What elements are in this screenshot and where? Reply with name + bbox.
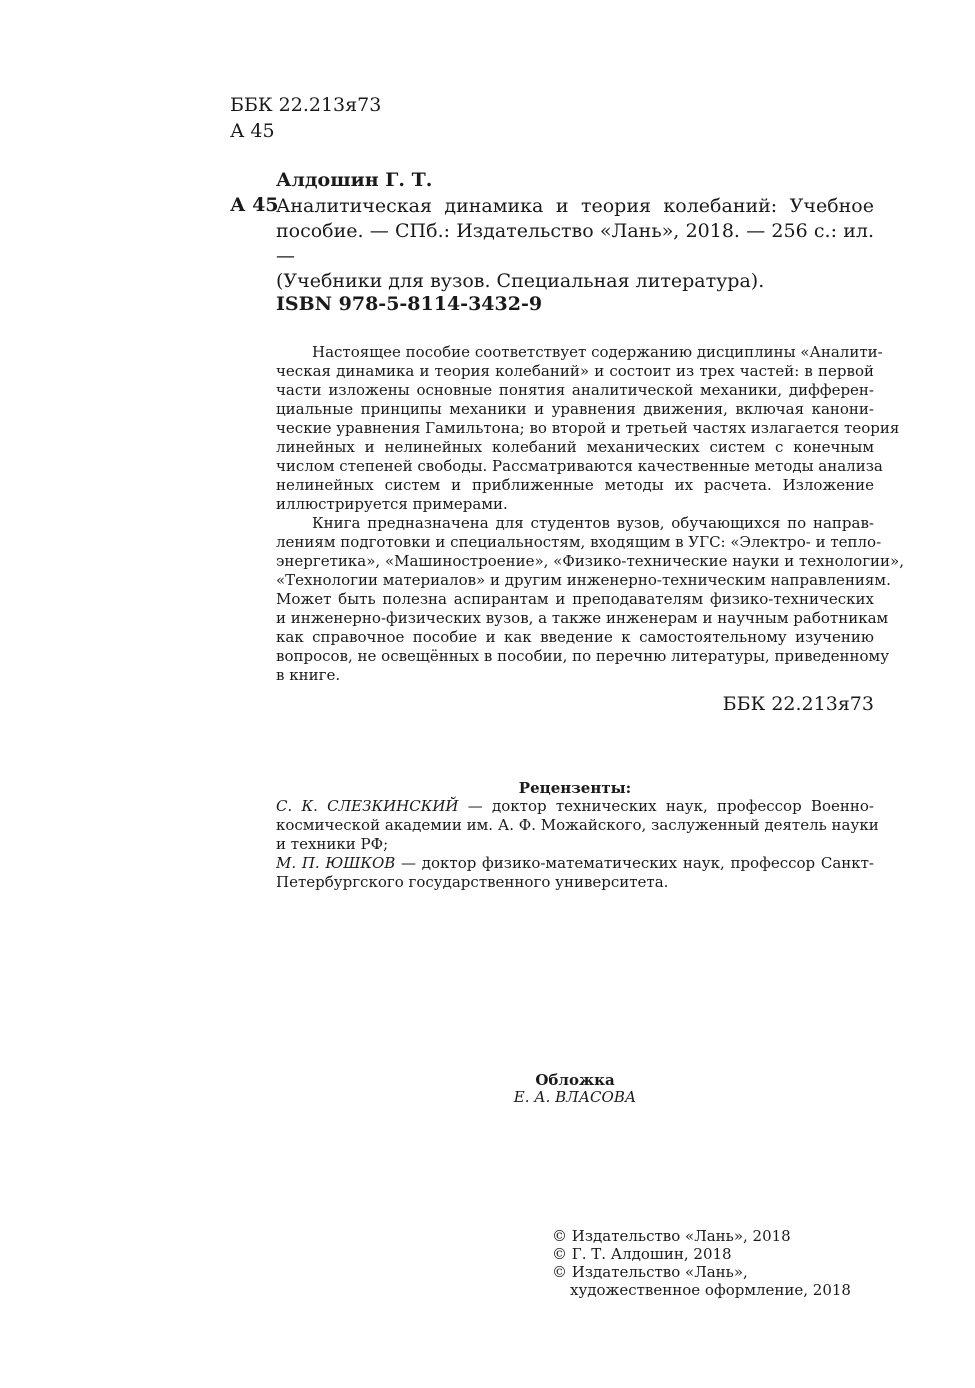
annotation-line: лениям подготовки и специальностям, входящим в УГС: «Электро- и тепло- (276, 533, 882, 551)
annotation-line: ческая динамика и теория колебаний» и состоит из трех частей: в первой (276, 362, 874, 380)
annotation-line: числом степеней свободы. Рассматриваются качественные методы анализа (276, 457, 883, 475)
copyright-line: © Издательство «Лань», (552, 1263, 748, 1281)
reviewer-1-line: и техники РФ; (276, 835, 389, 853)
annotation-line: Книга предназначена для студентов вузов, обучающихся по направ- (312, 514, 874, 532)
annotation-line: в книге. (276, 666, 341, 684)
entry-author-sign: А 45 (230, 194, 279, 216)
annotation-line: вопросов, не освещённых в пособии, по перечню литературы, приведенному (276, 647, 890, 665)
entry-line: Аналитическая динамика и теория колебаний: Учебное (276, 195, 874, 217)
reviewer-1-line: С. К. СЛЕЗКИНСКИЙ — доктор технических наук, профессор Военно- (276, 797, 874, 815)
annotation-line: энергетика», «Машиностроение», «Физико-технические науки и технологии», (276, 552, 905, 570)
bbk-header (230, 92, 381, 144)
reviewer-2-name: М. П. ЮШКОВ (276, 854, 396, 872)
annotation-line: «Технологии материалов» и другим инженерно-техническим направлениям. (276, 571, 891, 589)
reviewer-2-line: Петербургского государственного университета. (276, 873, 669, 891)
cover-designer: Е. А. ВЛАСОВА (513, 1088, 637, 1106)
reviewer-1-line: космической академии им. А. Ф. Можайского, заслуженный деятель науки (276, 816, 879, 834)
reviewers-title: Рецензенты: (518, 779, 632, 797)
bbk-code: ББК 22.213я73 (230, 94, 382, 116)
entry-line: (Учебники для вузов. Специальная литература). (276, 270, 765, 292)
reviewer-1-name: С. К. СЛЕЗКИНСКИЙ (276, 797, 459, 815)
bbk-footer: ББК 22.213я73 (722, 693, 874, 715)
copyright-block (552, 1227, 851, 1299)
annotation-line: иллюстрируется примерами. (276, 495, 508, 513)
reviewers-list (276, 797, 879, 892)
annotation-line: как справочное пособие и как введение к самостоятельному изучению (276, 628, 874, 646)
annotation-line: нелинейных систем и приближенные методы их расчета. Изложение (276, 476, 874, 494)
cover-title: Обложка (535, 1071, 615, 1089)
annotation-line: части изложены основные понятия аналитической механики, дифферен- (276, 381, 874, 399)
annotation-line: и инженерно-физических вузов, а также инженерам и научным работникам (276, 609, 889, 627)
author-name: Алдошин Г. Т. (276, 169, 433, 191)
annotation-line: ческие уравнения Гамильтона; во второй и третьей частях излагается теория (276, 419, 900, 437)
annotation (276, 343, 905, 685)
copyright-line: художественное оформление, 2018 (570, 1281, 851, 1299)
annotation-line: Может быть полезна аспирантам и преподавателям физико-технических (276, 590, 874, 608)
copyright-line: © Издательство «Лань», 2018 (552, 1227, 791, 1245)
copyright-line: © Г. Т. Алдошин, 2018 (552, 1245, 732, 1263)
annotation-line: Настоящее пособие соответствует содержанию дисциплины «Аналити- (312, 343, 883, 361)
isbn: ISBN 978-5-8114-3432-9 (276, 293, 543, 315)
annotation-line: линейных и нелинейных колебаний механических систем с конечным (276, 438, 874, 456)
author-sign: А 45 (230, 120, 275, 142)
reviewer-2-line: М. П. ЮШКОВ — доктор физико-математических наук, профессор Санкт- (276, 854, 874, 872)
bibliographic-entry (276, 194, 874, 294)
annotation-line: циальные принципы механики и уравнения движения, включая канони- (276, 400, 874, 418)
entry-line: пособие. — СПб.: Издательство «Лань», 2018. — 256 с.: ил. — (276, 220, 874, 267)
